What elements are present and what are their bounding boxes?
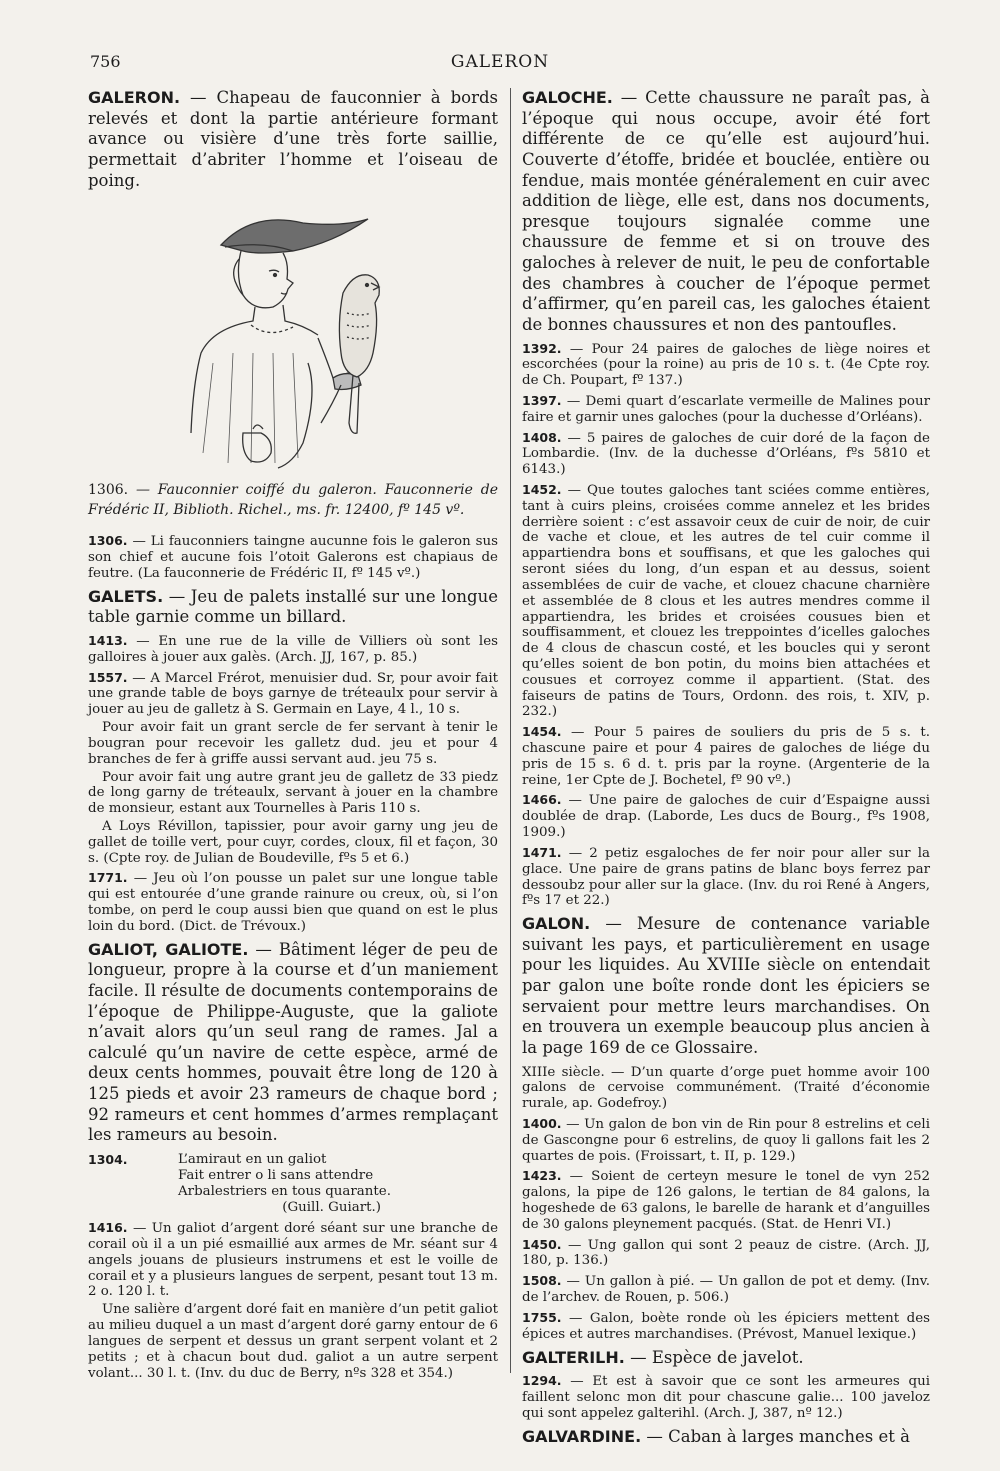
citation: 1454. — Pour 5 paires de souliers du pris de 5 s. t. chascune paire et pour 4 paires de galoches de liége du pris de 15 s. 6 d. t. pris par la royne. (Argenterie de la reine, 1er Cpte de J. Bochetel, fº 90 vº.) xyxy=(522,724,930,788)
entry-galets xyxy=(88,587,498,628)
citation: 1397. — Demi quart d’escarlate vermeille de Malines pour faire et garnir unes galoches (pour la duchesse d’Orléans). xyxy=(522,392,930,425)
citation: 1771. — Jeu où l’on pousse un palet sur une longue table qui est entourée d’une grande rainure ou creux, où, si l’on tombe, on perd le coup aussi bien que quand on est le plus loin du bord. (Dict. de Trévoux.) xyxy=(88,870,498,934)
citation: 1557. — A Marcel Frérot, menuisier dud. Sr, pour avoir fait une grande table de boys garnye de tréteaulx pour servir à jouer au jeu de galletz à S. Germain en Laye, 4 l., 10 s. xyxy=(88,669,498,718)
page-number: 756 xyxy=(90,52,121,71)
headword: GALVARDINE. xyxy=(522,1426,642,1446)
entry-galon xyxy=(522,914,930,1058)
verse-line: L’amiraut en un galiot xyxy=(178,1151,327,1167)
citation: 1294. — Et est à savoir que ce sont les armeures qui faillent selonc mon dit pour chascune galie... 100 javeloz qui sont appelez galterihl. (Arch. J, 387, nº 12.) xyxy=(522,1373,930,1421)
headword: GALON. xyxy=(522,914,591,934)
definition: — Cette chaussure ne paraît pas, à l’époque qui nous occupe, avoir été fort différente de ce qu’elle est aujourd’hui. Couverte d’étoffe, bridée et bouclée, entière ou fendue, mais montée généralement en cuir avec addition de liège, elle est, dans nos documents, presque toujours signalée comme une chaussure de femme et si on trouve des galoches à relever de nuit, le peu de confortable des chambres à coucher de l’époque permet d’affirmer, qu’en pareil cas, les galoches étaient de bonnes chaussures et non des pantoufles. xyxy=(522,88,930,334)
entry-galvardine xyxy=(522,1427,930,1448)
figure-caption: 1306. — Fauconnier coiffé du galeron. Fauconnerie de Frédéric II, Biblioth. Richel., ms. fr. 12400, fº 145 vº. xyxy=(88,482,498,518)
right-column xyxy=(522,88,930,1453)
citation: 1306. — Li fauconniers taingne aucunne fois le galeron sus son chief et aucune fois l’otoit Galerons est chapiaus de feutre. (La fauconnerie de Frédéric II, fº 145 vº.) xyxy=(88,533,498,581)
entry-galoche xyxy=(522,88,930,336)
headword: GALOCHE. xyxy=(522,88,613,107)
headword: GALIOT, GALIOTE. xyxy=(88,939,249,959)
citation: 1400. — Un galon de bon vin de Rin pour 8 estrelins et celi de Gascongne pour 6 estrelins, de quoy li gallons fait les 2 quartes de pois. (Froissart, t. II, p. 129.) xyxy=(522,1115,930,1164)
definition: — Espèce de javelot. xyxy=(624,1347,804,1367)
verse-line: Arbalestriers en tous quarante. xyxy=(178,1184,391,1200)
citation: 1466. — Une paire de galoches de cuir d’Espaigne aussi doublée de drap. (Laborde, Les ducs de Bourg., fºs 1908, 1909.) xyxy=(522,792,930,841)
citation: 1413. — En une rue de la ville de Villiers où sont les galloires à jouer aux galès. (Arch. JJ, 167, p. 85.) xyxy=(88,633,498,665)
citation: XIIIe siècle. — D’un quarte d’orge puet homme avoir 100 galons de cervoise communément. (Traité d’économie rurale, ap. Godefroy.) xyxy=(522,1064,931,1112)
headword: GALETS. xyxy=(88,586,164,606)
verse-line: Fait entrer o li sans attendre xyxy=(178,1167,374,1183)
citation-continuation: A Loys Révillon, tapissier, pour avoir garny ung jeu de gallet de toille vert, pour cuyr, cordes, cloux, fil et façon, 30 s. (Cpte roy. de Julian de Boudeville, fºs 5 et 6.) xyxy=(88,818,498,866)
citation: 1471. — 2 petiz esgaloches de fer noir pour aller sur la glace. Une paire de grans patins de blanc boys ferrez par dessoubz pour aller sur la glace. (Inv. du roi René à Angers, fºs 17 et 22.) xyxy=(522,844,930,909)
definition: — Bâtiment léger de peu de longueur, propre à la course et d’un maniement facile. Il résulte de documents contemporains de l’époque de Philippe-Auguste, que la galiote n’avait alors qu’un seul rang de rames. Jal a calculé qu’un navire de cette espèce, armé de deux cents hommes, pouvait être long de 120 à 125 pieds et avoir 23 rameurs de chaque bord ; 92 rameurs et cent hommes d’armes remplaçant les rameurs au besoin. xyxy=(88,939,499,1145)
citation: 1452. — Que toutes galoches tant sciées comme entières, tant à cuirs pleins, croisées comme annelez et les brides derrière soient : c’est assavoir ceux de cuir de noir, de cuir de vache et cloue, et les autres de tel cuir comme il appartiendra bons et souffisans, et que les galoches qui seront siées du long, d’un espan et au dessus, soient assemblées de cuir de vache, et clouez chacune charnière et assemblée de 8 clous et les autres mendres comme il appartiendra, les brides et croisées cousues bien et souffisamment, et clouez les treppointes d’icelles galoches de 4 clous de chascun costé, et les boucles qui y seront qu’elles soient de bon potin, du moins bien attachées et cousues et corroyez comme il appartient. (Stat. des faiseurs de patins de Tours, Ordonn. des rois, t. XIV, p. 232.) xyxy=(522,482,930,720)
verse-citation: 1304. L’amiraut en un galiot Fait entrer o li sans attendre Arbalestriers en tous quarante. (Guill. Guiart.) xyxy=(88,1151,391,1216)
falconer-illustration xyxy=(143,203,443,473)
citation: 1508. — Un gallon à pié. — Un gallon de pot et demy. (Inv. de l’archev. de Rouen, p. 506.) xyxy=(522,1273,930,1306)
definition: — Chapeau de fauconnier à bords relevés et dont la partie antérieure formant avance ou visière d’une très forte saillie, permettait d’abriter l’homme et l’oiseau de poing. xyxy=(88,88,498,190)
citation-continuation: Une salière d’argent doré fait en manière d’un petit galiot au milieu duquel a un mast d’argent doré garny entour de 6 langues de serpent et dessus un grant serpent volant et 2 petits ; et à chacun bout dud. galiot a un autre serpent volant... 30 l. t. (Inv. du duc de Berry, nºs 328 et 354.) xyxy=(88,1302,498,1381)
definition: — Caban à larges manches et à xyxy=(641,1426,910,1446)
citation-continuation: Pour avoir fait ung autre grant jeu de galletz de 33 piedz de long garny de tréteaulx, servant à jouer en la chambre de monsieur, estant aux Tournelles à Paris 110 s. xyxy=(88,769,498,817)
headword: GALTERILH. xyxy=(522,1347,625,1367)
citation: 1450. — Ung gallon qui sont 2 peauz de cistre. (Arch. JJ, 180, p. 136.) xyxy=(522,1236,930,1269)
citation: 1423. — Soient de certeyn mesure le tonel de vyn 252 galons, la pipe de 126 galons, le tertian de 84 galons, la hogeshede de 63 galons, le barelle de harank et d’anguilles de 30 galons pleynement pacqués. (Stat. de Henri VI.) xyxy=(522,1168,930,1232)
citation: 1416. — Un galiot d’argent doré séant sur une branche de corail où il a un pié esmaillié aux armes de Mr. séant sur 4 angels jouans de plusieurs instrumens et est le voille de corail et y a plusieurs langues de serpent, pesant tout 13 m. 2 o. 120 l. t. xyxy=(88,1220,498,1300)
citation: 1392. — Pour 24 paires de galoches de liège noires et escorchées (pour la roine) au pris de 10 s. t. (4e Cpte roy. de Ch. Poupart, fº 137.) xyxy=(522,340,930,389)
entry-galiot xyxy=(88,940,498,1146)
entry-galeron xyxy=(88,88,498,191)
definition: — Mesure de contenance variable suivant les pays, et particulièrement en usage pour les liquides. Au XVIIIe siècle on entendait par galon une boîte ronde dont les épiciers se servaient pour mettre leurs marchandises. On en trouvera un exemple beaucoup plus ancien à la page 169 de ce Glossaire. xyxy=(522,914,930,1057)
definition: — Jeu de palets installé sur une longue table garnie comme un billard. xyxy=(88,586,498,627)
column-divider xyxy=(510,88,511,1373)
citation-continuation: Pour avoir fait un grant sercle de fer servant à tenir le bougran pour recevoir les galletz dud. jeu et pour 4 branches de fer à griffe aussi servant aud. jeu 75 s. xyxy=(88,720,498,767)
running-head: GALERON xyxy=(450,52,550,72)
citation: 1755. — Galon, boète ronde où les épiciers mettent des épices et autres marchandises. (Prévost, Manuel lexique.) xyxy=(522,1309,930,1342)
verse-source: (Guill. Guiart.) xyxy=(282,1200,381,1216)
citation: 1408. — 5 paires de galoches de cuir doré de la façon de Lombardie. (Inv. de la duchesse d’Orléans, fºs 5810 et 6143.) xyxy=(522,429,930,478)
headword: GALERON. xyxy=(88,88,181,107)
entry-galterilh xyxy=(522,1348,930,1369)
left-column xyxy=(88,88,498,1386)
